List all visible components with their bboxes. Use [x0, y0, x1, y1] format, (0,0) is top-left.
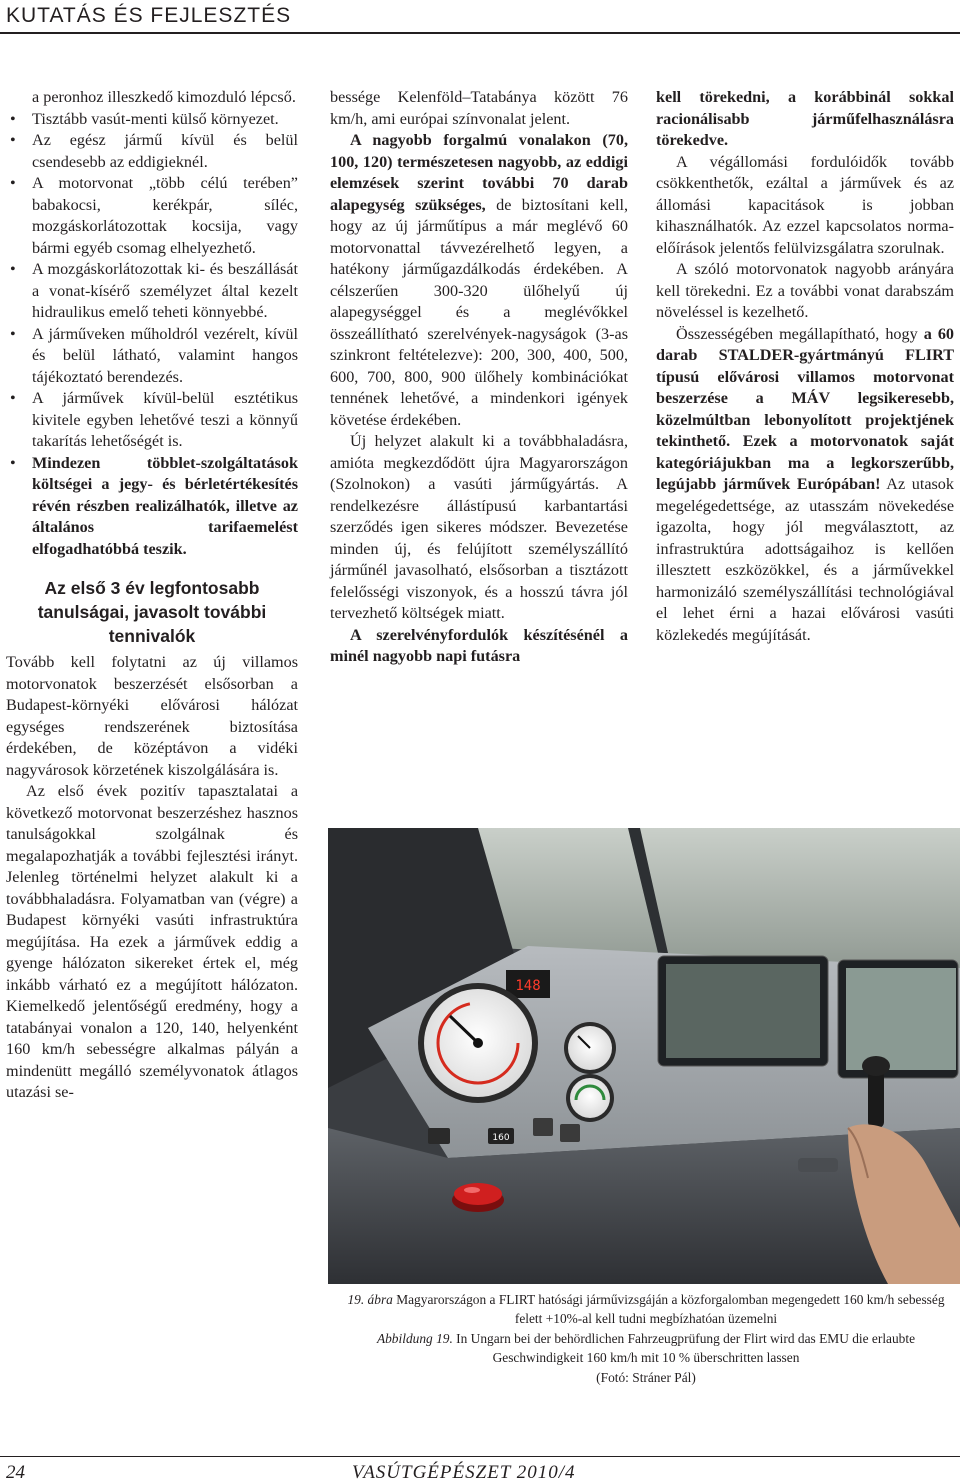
page-header [0, 0, 960, 38]
svg-text:160: 160 [492, 1133, 510, 1143]
caption-hungarian: 19. ábra Magyarországon a FLIRT hatósági járművizsgáján a közforgalomban megengedett 160 km/h sebesség felett +10%-al kell tudni megbízhatóan üzemelni [347, 1292, 945, 1326]
body-paragraph: A nagyobb forgalmú vonalakon (70, 100, 120) természetesen nagyobb, az eddigi elemzések szerint további 70 darab alapegység szükséges, de biztosítani kell, hogy az új járműtípus a már meglévő 60 motorvonattal távvezérelhető legyen, a hatékony járműgazdálkodás érdekében. A célszerűen 300-320 ülőhelyű új alapegységgel és a meglévőkkel összeállítható szerelvények-nagyságok (3-as szinkront feltételezve): 200, 300, 400, 500, 600, 700, 800, 900 ülőhely kombinációkat tennének lehetővé, a mindenkori igények követése érdekében. [330, 131, 628, 429]
driver-desk-illustration [328, 828, 960, 1284]
page-footer [0, 1456, 960, 1484]
body-paragraph: kell törekedni, a korábbinál sokkal racionálisabb járműfelhasználásra törekedve. [656, 88, 954, 149]
column-1 [6, 87, 298, 1104]
cab-photo [328, 828, 960, 1284]
control-button [533, 1118, 553, 1136]
list-item: • Mindezen többlet-szolgáltatások költségei a jegy- és bérletértékesítés révén részben realizálhatók, illetve az általános tarifaemelést elfogadhatóbbá teszik. [10, 453, 298, 558]
bullet-icon: • [10, 324, 16, 343]
list-item: • A motorvonat „több célú terében” babakocsi, kerékpár, síléc, mozgáskorlátozottak kocsija, vagy bármi egyéb csomag elhelyezhető. [10, 174, 298, 257]
section-heading: Az első 3 év legfontosabb tanulságai, javasolt további tennivalók [37, 578, 267, 646]
body-paragraph: A szóló motorvonatok nagyobb arányára kell törekedni. Ez a további vonat darabszám növeléssel is kezelhető. [656, 260, 954, 321]
body-paragraph: bessége Kelenföld–Tatabánya között 76 km/h, ami európai színvonalat jelent. [330, 88, 628, 128]
body-paragraph: Tovább kell folytatni az új villamos motorvonatok beszerzését elsősorban a Budapest-környéki elővárosi hálózat egységes rendszerének biztosítása érdekében, de középtávon a vidéki nagyvárosok körzetének kiszolgálására is. [6, 653, 298, 779]
journal-name: VASÚTGÉPÉSZET 2010/4 [352, 1462, 576, 1483]
bullet-icon: • [10, 174, 16, 192]
list-continuation: a peronhoz illeszkedő kimozduló lépcső. [32, 88, 296, 106]
bullet-icon: • [10, 109, 16, 128]
list-item: • A mozgáskorlátozottak ki- és beszállását a vonat-kísérő személyzet által kezelt hidraulikus emelő teheti könnyebbé. [10, 260, 298, 321]
list-item: • Tisztább vasút-menti külső környezet. [6, 109, 298, 131]
caption-german: Abbildung 19. In Ungarn bei der behördlichen Fahrzeugprüfung der Flirt wird das EMU die erlaubte Geschwindigkeit 160 km/h mit 10 % überschritten lassen [376, 1331, 916, 1365]
bullet-icon: • [10, 453, 16, 472]
footer-rule [0, 1456, 960, 1457]
list-item: • A járműveken műholdról vezérelt, kívül és belül látható, valamint hangos tájékoztató berendezés. [10, 324, 298, 386]
bullet-icon: • [10, 389, 16, 407]
list-item: • Az egész jármű kívül és belül csendesebb az eddigieknél. [10, 131, 298, 171]
body-paragraph: Összességében megállapítható, hogy a 60 darab STALDER-gyártmányú FLIRT típusú elővárosi villamos motorvonat beszerzése a MÁV legsikeresebb, közelmúltban lebonyolított projektjének tekinthető. Ezek a motorvonatok saját kategóriájukban ma a legkorszerűbb, legújabb járművek Európában! Az utasok megelégedettsége, az utasszám növekedése igazolta, hogy jól megválasztott, az infrastruktúra adottságaihoz is kellően illesztett eszközökkel, és a járművekkel harmonizáló személyszállítási technológiával el lehet érni a hazai elővárosi vasúti közlekedés megújítását. [656, 324, 954, 644]
column-2 [330, 87, 628, 668]
control-button [428, 1128, 450, 1144]
body-paragraph: A végállomási fordulóidők tovább csökkenthetők, ezáltal a járművek és az állomási kapacitások is jobban kihasználhatók. Az ezzel kapcsolatos norma-előírások jelentős felülvizsgálatra szorulnak. [656, 152, 954, 257]
column-3 [656, 87, 954, 646]
throttle-lever [868, 1068, 884, 1128]
control-button [560, 1124, 580, 1142]
body-paragraph: Új helyzet alakult ki a továbbhaladásra, amióta megkezdődött újra Magyarországon (Szolnokon) a vasúti járműgyártás. A rendelkezésre állástípusú karbantartási szerződés igen sikeres módszer. Bevezetése minden új, és felújított személyszállító járműnél javasolható, elsősorban a tisztázott felelősségi viszonyok, és a hosszú távra jól tervezhető költségek miatt. [330, 432, 628, 622]
photo-credit: (Fotó: Stráner Pál) [596, 1370, 696, 1385]
page-number: 24 [6, 1462, 25, 1483]
body-paragraph: Az első évek pozitív tapasztalatai a következő motorvonat beszerzéshez hasznos tanulságokkal szolgálnak és megalapozhatják a további fejlesztési irányt. Jelenleg történelmi helyzet alakult ki a továbbhaladásra. Folyamatban van (végre) a Budapest környéki vasúti infrastruktúra megújítása. Ha ezek a járművek eddig a gyenge hálózaton sikereket értek el, még inkább várható ez a megújított hálózaton. Kiemelkedő jelentőségű eredmény, hogy a tatabányai vonalon a 120, 140, helyenként 160 km/h sebességre alkalmas pályán a mindenütt megálló személyvonatok átlagos utazási se- [6, 782, 298, 1101]
svg-text:148: 148 [515, 978, 541, 994]
bullet-icon: • [10, 131, 16, 149]
feature-list [6, 109, 298, 561]
figure-caption [340, 1290, 952, 1388]
body-paragraph: A szerelvényfordulók készítésénél a minél nagyobb napi futásra [330, 625, 628, 665]
header-rule [0, 32, 960, 34]
bullet-icon: • [10, 260, 16, 278]
section-title: KUTATÁS ÉS FEJLESZTÉS [6, 4, 292, 27]
control-knob [798, 1158, 838, 1172]
list-item: • A járművek kívül-belül esztétikus kivitele egyben lehetővé teszi a könnyű takarítás lehetőségét is. [10, 389, 298, 450]
